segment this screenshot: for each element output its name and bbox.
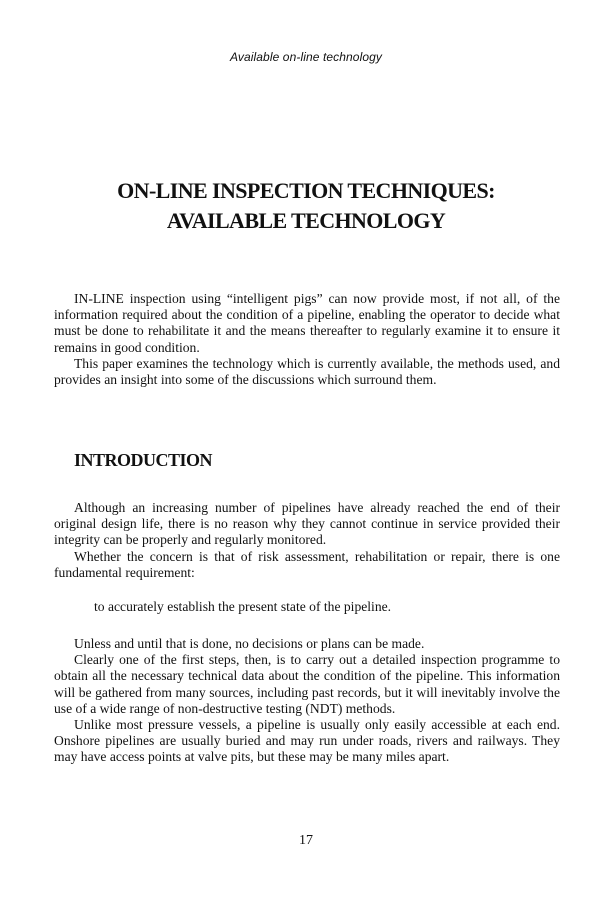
- introduction-part-2: [54, 636, 560, 766]
- title-line-2: AVAILABLE TECHNOLOGY: [166, 208, 446, 233]
- running-head: Available on-line technology: [229, 50, 382, 64]
- body-paragraph: Unless and until that is done, no decisions or plans can be made.: [74, 636, 425, 651]
- body-paragraph: Unlike most pressure vessels, a pipeline is usually only easily accessible at each end. Onshore pipelines are usually buried and may run under roads, rivers and railways. They may have access points at valve pits, but these may be many miles apart.: [54, 717, 560, 765]
- abstract-paragraph: This paper examines the technology which is currently available, the methods used, and provides an insight into some of the discussions which surround them.: [54, 355, 560, 388]
- abstract: [54, 291, 560, 388]
- page-number: 17: [299, 833, 313, 848]
- section-heading: INTRODUCTION: [74, 450, 213, 470]
- body-paragraph: Clearly one of the first steps, then, is to carry out a detailed inspection programme to obtain all the necessary technical data about the condition of the pipeline. This information will be gathered from many sources, including past records, but it will inevitably involve the use of a wide range of non-destructive testing (NDT) methods.: [54, 652, 560, 716]
- title-line-1: ON-LINE INSPECTION TECHNIQUES:: [117, 178, 495, 203]
- body-paragraph: Although an increasing number of pipelines have already reached the end of their original design life, there is no reason why they cannot continue in service provided their integrity can be properly and regularly monitored.: [54, 500, 560, 548]
- introduction-part-1: [54, 500, 560, 581]
- abstract-paragraph: IN-LINE inspection using “intelligent pigs” can now provide most, if not all, of the information required about the condition of a pipeline, enabling the operator to decide what must be done to rehabilitate it and the means thereafter to regularly examine it to ensure it remains in good condition.: [54, 291, 560, 355]
- body-paragraph: Whether the concern is that of risk assessment, rehabilitation or repair, there is one fundamental requirement:: [54, 548, 560, 580]
- indented-statement: to accurately establish the present state of the pipeline.: [94, 599, 392, 614]
- page-title: [0, 176, 612, 236]
